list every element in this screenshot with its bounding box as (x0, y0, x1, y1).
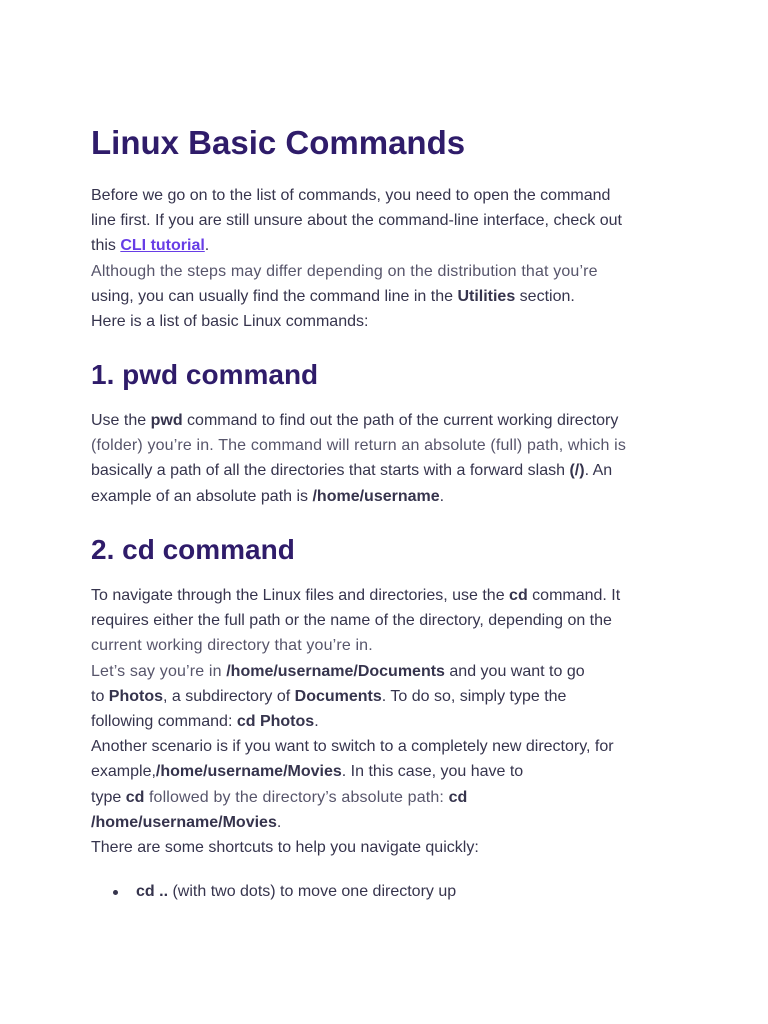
cd-section (91, 583, 691, 860)
text-line: Before we go on to the list of commands, you need to open the command (91, 187, 611, 204)
text-line (91, 284, 691, 309)
cli-tutorial-link[interactable]: CLI tutorial (120, 237, 205, 255)
bold-term: pwd (150, 412, 183, 429)
text-fragment: basically a path of all the directories that starts with a forward slash (91, 462, 570, 480)
text-fragment: following command: (91, 713, 237, 731)
text-fragment: command. It (527, 587, 621, 604)
text-line (91, 484, 691, 509)
text-fragment: To navigate through the Linux files and directories, use the (91, 587, 510, 604)
bold-term: Utilities (457, 287, 516, 305)
intro-paragraph-3 (91, 309, 691, 334)
cd-paragraph-1 (91, 583, 691, 659)
text-fragment: (with two dots) to move one directory up (168, 883, 457, 900)
text-line (91, 785, 691, 810)
text-line (91, 810, 691, 835)
text-fragment: this (91, 237, 121, 255)
text-line: (folder) you’re in. The command will return an absolute (full) path, which is (91, 437, 627, 455)
text-fragment: , a subdirectory of (163, 687, 295, 705)
text-line (91, 408, 691, 433)
text-fragment: to (91, 687, 109, 705)
text-line (91, 583, 691, 608)
bold-term: /home/username (312, 487, 440, 505)
text-fragment: followed by the directory’s absolute path: (144, 788, 449, 806)
cd-paragraph-4 (91, 835, 691, 860)
pwd-heading: 1. pwd command (91, 359, 319, 390)
bold-term: /home/username/Movies (91, 813, 277, 831)
intro-paragraph-2 (91, 259, 691, 309)
text-line: Another scenario is if you want to switch to a completely new directory, for (91, 738, 614, 756)
list-item (91, 879, 456, 904)
text-fragment: Use the (91, 412, 151, 429)
bold-term: cd (448, 788, 468, 806)
text-fragment: command to find out the path of the current working directory (182, 412, 619, 429)
text-fragment: Let’s say you’re in (91, 662, 227, 680)
text-fragment: . An (584, 462, 613, 480)
text-line (91, 684, 691, 709)
text-fragment: . To do so, simply type the (381, 687, 567, 705)
text-line: Although the steps may differ depending on the distribution that you’re (91, 262, 598, 280)
text-line: line first. If you are still unsure about the command-line interface, check out (91, 212, 622, 230)
bold-term: /home/username/Movies (155, 763, 342, 781)
bold-term: cd (125, 788, 145, 806)
text-line (91, 458, 691, 483)
bold-term: cd Photos (236, 713, 315, 731)
text-fragment: . (204, 237, 210, 255)
bold-term: cd (509, 587, 528, 604)
cd-heading: 2. cd command (91, 534, 295, 565)
bold-term: cd .. (136, 883, 169, 900)
bold-term: Documents (294, 687, 382, 705)
text-line: current working directory that you’re in. (91, 637, 373, 655)
pwd-section (91, 408, 691, 509)
text-fragment: section. (515, 287, 575, 305)
text-line: Here is a list of basic Linux commands: (91, 313, 369, 331)
intro-section (91, 183, 691, 334)
text-line (91, 233, 691, 258)
cd-paragraph-3 (91, 734, 691, 835)
bold-term: (/) (569, 462, 585, 480)
text-fragment: example, (91, 763, 156, 781)
text-fragment: . (314, 713, 319, 731)
shortcut-list (91, 879, 456, 904)
text-line (91, 759, 691, 784)
text-fragment: and you want to go (444, 662, 585, 680)
bullet-dot-icon (113, 890, 118, 895)
bold-term: Photos (108, 687, 164, 705)
text-fragment: . (439, 487, 445, 505)
text-line: There are some shortcuts to help you navigate quickly: (91, 839, 479, 857)
text-line (91, 659, 691, 684)
page-title: Linux Basic Commands (91, 124, 466, 161)
text-fragment: example of an absolute path is (91, 487, 313, 505)
text-line: requires either the full path or the name of the directory, depending on the (91, 612, 612, 630)
text-line (91, 709, 691, 734)
bold-term: /home/username/Documents (226, 662, 445, 680)
pwd-paragraph (91, 408, 691, 509)
cd-paragraph-2 (91, 659, 691, 735)
text-fragment: using, you can usually find the command line in the (91, 287, 458, 305)
intro-paragraph-1 (91, 183, 691, 259)
text-fragment: . In this case, you have to (341, 763, 524, 781)
text-fragment: type (91, 788, 126, 806)
text-fragment: . (276, 813, 282, 831)
